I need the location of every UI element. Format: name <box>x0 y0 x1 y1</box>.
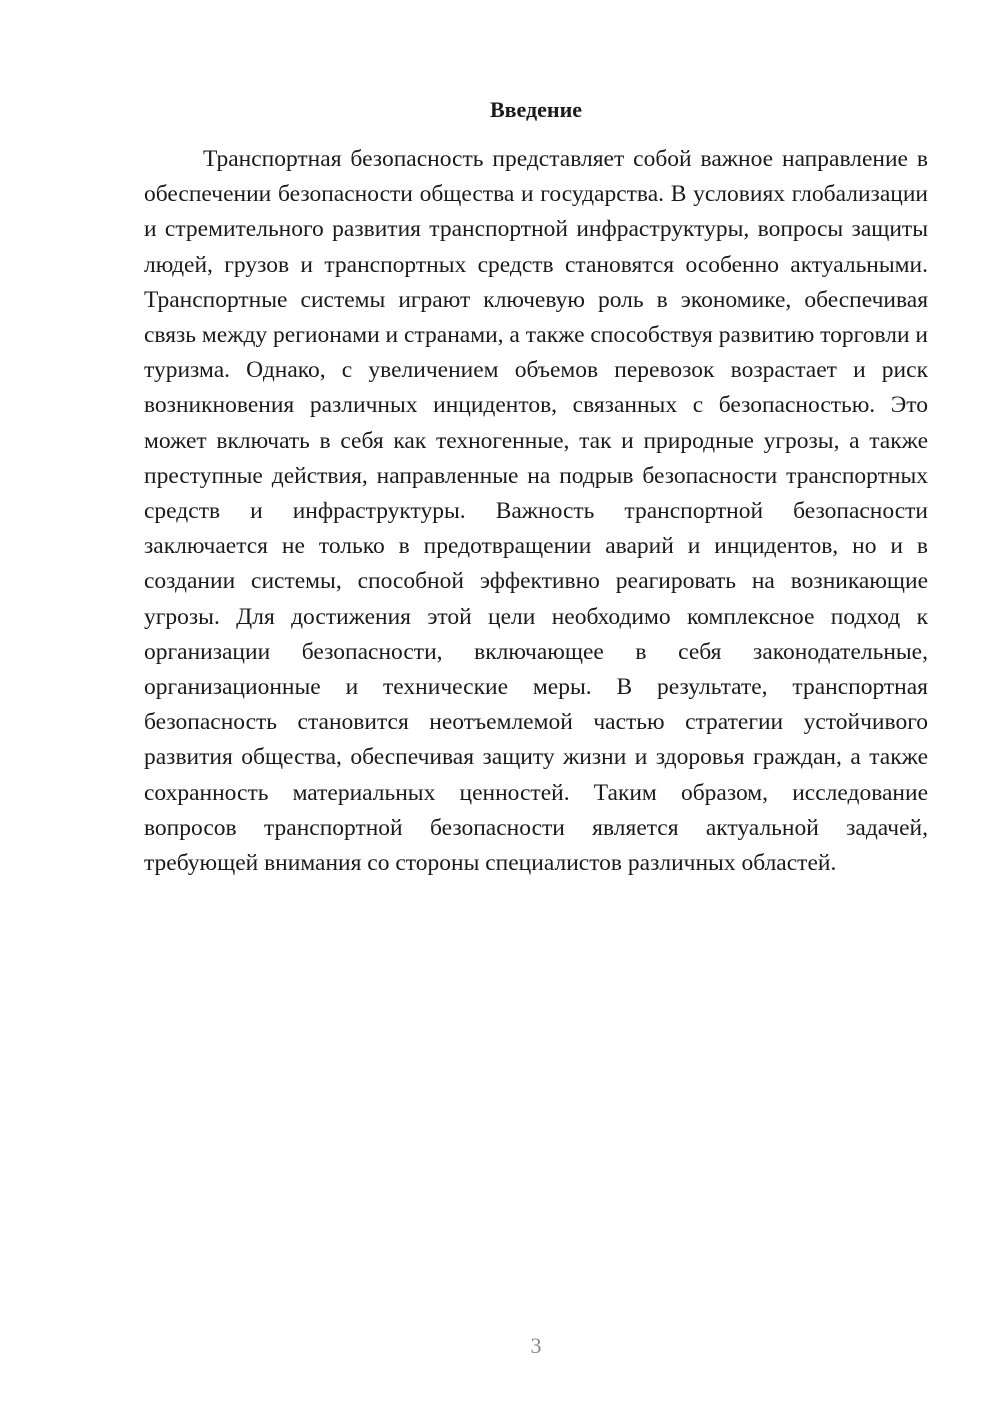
intro-paragraph: Транспортная безопасность представляет собой важное направление в обеспечении безопасности общества и государства. В условиях глобализации и стремительного развития транспортной инфраструктуры, вопросы защиты людей, грузов и транспортных средств становятся особенно актуальными. Транспортные системы играют ключевую роль в экономике, обеспечивая связь между регионами и странами, а также способствуя развитию торговли и туризма. Однако, с увеличением объемов перевозок возрастает и риск возникновения различных инцидентов, связанных с безопасностью. Это может включать в себя как техногенные, так и природные угрозы, а также преступные действия, направленные на подрыв безопасности транспортных средств и инфраструктуры. Важность транспортной безопасности заключается не только в предотвращении аварий и инцидентов, но и в создании системы, способной эффективно реагировать на возникающие угрозы. Для достижения этой цели необходимо комплексное подход к организации безопасности, включающее в себя законодательные, организационные и технические меры. В результате, транспортная безопасность становится неотъемлемой частью стратегии устойчивого развития общества, обеспечивая защиту жизни и здоровья граждан, а также сохранность материальных ценностей. Таким образом, исследование вопросов транспортной безопасности является актуальной задачей, требующей внимания со стороны специалистов различных областей. <box>144 146 928 877</box>
page-number: 3 <box>530 1333 542 1358</box>
section-title: Введение <box>489 97 583 122</box>
